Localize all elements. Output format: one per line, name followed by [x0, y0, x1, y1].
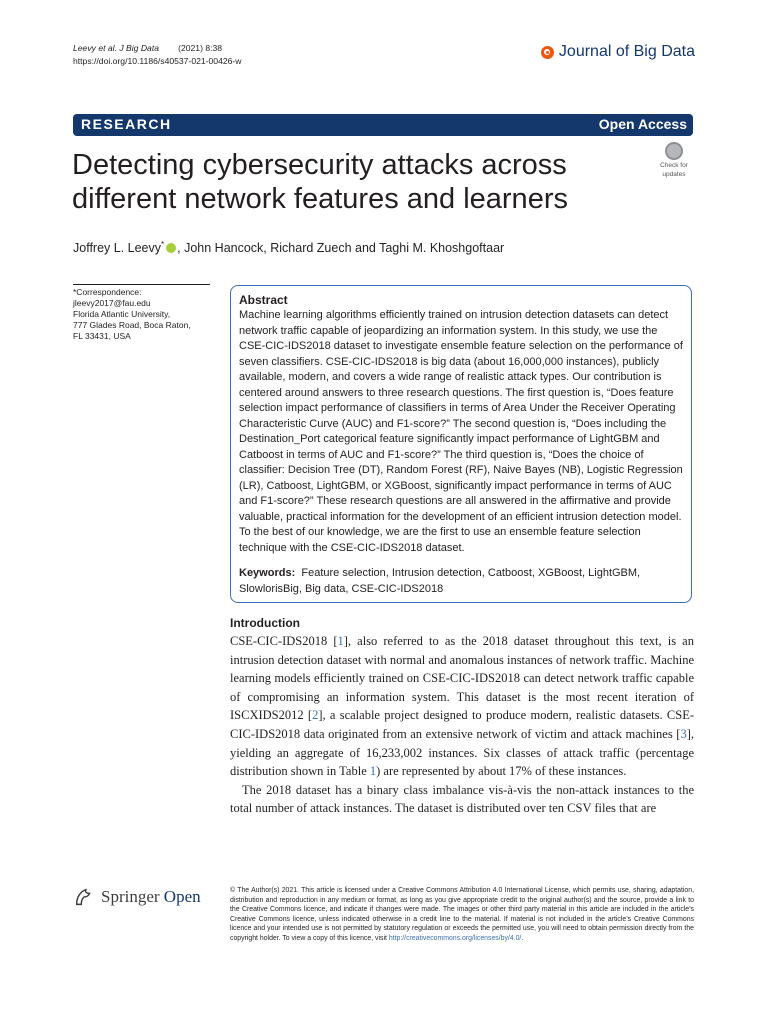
- citation-ref-3[interactable]: 3: [680, 726, 687, 741]
- affiliation-line1: Florida Atlantic University,: [73, 309, 171, 319]
- citation-year-volume: (2021) 8:38: [178, 43, 223, 53]
- table-ref-1[interactable]: 1: [369, 764, 377, 779]
- affiliation-line3: FL 33431, USA: [73, 331, 131, 341]
- article-title: Detecting cybersecurity attacks across different network features and learners: [72, 149, 568, 215]
- article-type-label: RESEARCH: [81, 116, 172, 132]
- check-for-updates-badge[interactable]: [656, 142, 692, 178]
- intro-paragraph-1: CSE-CIC-IDS2018 [1], also referred to as the 2018 dataset throughout this text, is an intrusion detection dataset with normal and anomalous instances of network traffic. Machine learning models efficiently trained on CSE-CIC-IDS2018 can detect network traffic capable of compromising an information system. This dataset is the most recent iteration of ISCXIDS2012 [2], a scalable project designed to produce modern, realistic datasets. CSE-CIC-IDS2018 data originated from an extensive network of victim and attack machines [3], yielding an aggregate of 16,233,002 instances. Six classes of attack traffic (percentage distribution shown in Table 1) are represented by about 17% of these instances.: [230, 634, 694, 779]
- doi-link[interactable]: https://doi.org/10.1186/s40537-021-00426-w: [73, 56, 242, 66]
- intro-paragraph-2: The 2018 dataset has a binary class imbalance vis-à-vis the non-attack instances to the total number of attack instances. The dataset is distributed over ten CSV files that are: [230, 782, 694, 816]
- correspondence-label: *Correspondence:: [73, 287, 142, 297]
- journal-logo-icon: [541, 46, 554, 59]
- abstract-text: Machine learning algorithms efficiently trained on intrusion detection datasets can detect network traffic capable of jeopardizing an information system. In this study, we use the CSE-CIC-IDS2018 dataset to investigate ensemble feature selection on the performance of seven classifiers. CSE-CIC-IDS2018 is big data (about 16,000,000 instances), publicly available, modern, and covers a wide range of realistic attack types. Our contribution is centered around answers to three research questions. The first question is, “Does feature selection impact performance of classifiers in terms of Area Under the Receiver Operating Characteristic Curve (AUC) and F1-score?” The second question is, “Does including the Destination_Port categorical feature significantly impact performance of LightGBM and Catboost in terms of AUC and F1-score?” The third question is, “Does the choice of classifier: Decision Tree (DT), Random Forest (RF), Naive Bayes (NB), Logistic Regression (LR), Catboost, LightGBM, or XGBoost, significantly impact performance in terms of AUC and F1-score?” These research questions are all answered in the affirmative and provide valuable, practical information for the development of an efficient intrusion detection model. To the best of our knowledge, we are the first to use an ensemble feature selection technique with the CSE-CIC-IDS2018 dataset.: [239, 309, 683, 554]
- correspondence-email[interactable]: jleevy2017@fau.edu: [73, 298, 151, 308]
- citation-authors: Leevy et al. J Big Data: [73, 43, 159, 53]
- abstract-heading: Abstract: [239, 293, 288, 307]
- keywords-list: Feature selection, Intrusion detection, Catboost, XGBoost, LightGBM, SlowlorisBig, Big data, CSE-CIC-IDS2018: [239, 567, 641, 595]
- license-notice: © The Author(s) 2021. This article is licensed under a Creative Commons Attribution 4.0 International License, which permits use, sharing, adaptation, distribution and reproduction in any medium or format, as long as you give appropriate credit to the original author(s) and the source, provide a link to the Creative Commons licence, and indicate if changes were made. The images or other third party material in this article are included in the article’s Creative Commons licence, unless indicated otherwise in a credit line to the material. If material is not included in the article’s Creative Commons licence and your intended use is not permitted by statutory regulation or exceeds the permitted use, you will need to obtain permission directly from the copyright holder. To view a copy of this licence, visit http://creativecommons.org/licenses/by/4.0/.: [230, 887, 694, 942]
- journal-brand[interactable]: [541, 43, 695, 61]
- affiliation-line2: 777 Glades Road, Boca Raton,: [73, 320, 191, 330]
- introduction-heading: Introduction: [230, 616, 300, 630]
- author-rest: , John Hancock, Richard Zuech and Taghi M. Khoshgoftaar: [177, 241, 505, 256]
- keywords-label: Keywords:: [239, 567, 296, 579]
- springer-open-logo: [73, 886, 201, 908]
- author-list: [73, 240, 504, 255]
- springer-wordmark: Springer Open: [101, 887, 201, 906]
- check-updates-line1: Check for: [660, 162, 688, 169]
- open-access-label: Open Access: [598, 116, 687, 132]
- citation-ref-1[interactable]: 1: [337, 634, 344, 648]
- citation-ref-2[interactable]: 2: [312, 708, 319, 723]
- orcid-icon[interactable]: [166, 243, 176, 253]
- corresponding-marker: *: [161, 240, 165, 249]
- keywords: [239, 566, 685, 597]
- check-updates-icon: [665, 142, 683, 160]
- correspondence-block: [73, 287, 213, 342]
- citation-header: [73, 42, 242, 68]
- introduction-body: [230, 632, 694, 818]
- license-link[interactable]: http://creativecommons.org/licenses/by/4.0/: [388, 934, 522, 942]
- springer-horse-icon: [73, 886, 95, 908]
- check-updates-line2: updates: [662, 171, 686, 178]
- correspondence-divider: [73, 284, 210, 285]
- journal-name: Journal of Big Data: [558, 43, 695, 60]
- author-first[interactable]: Joffrey L. Leevy: [73, 241, 162, 256]
